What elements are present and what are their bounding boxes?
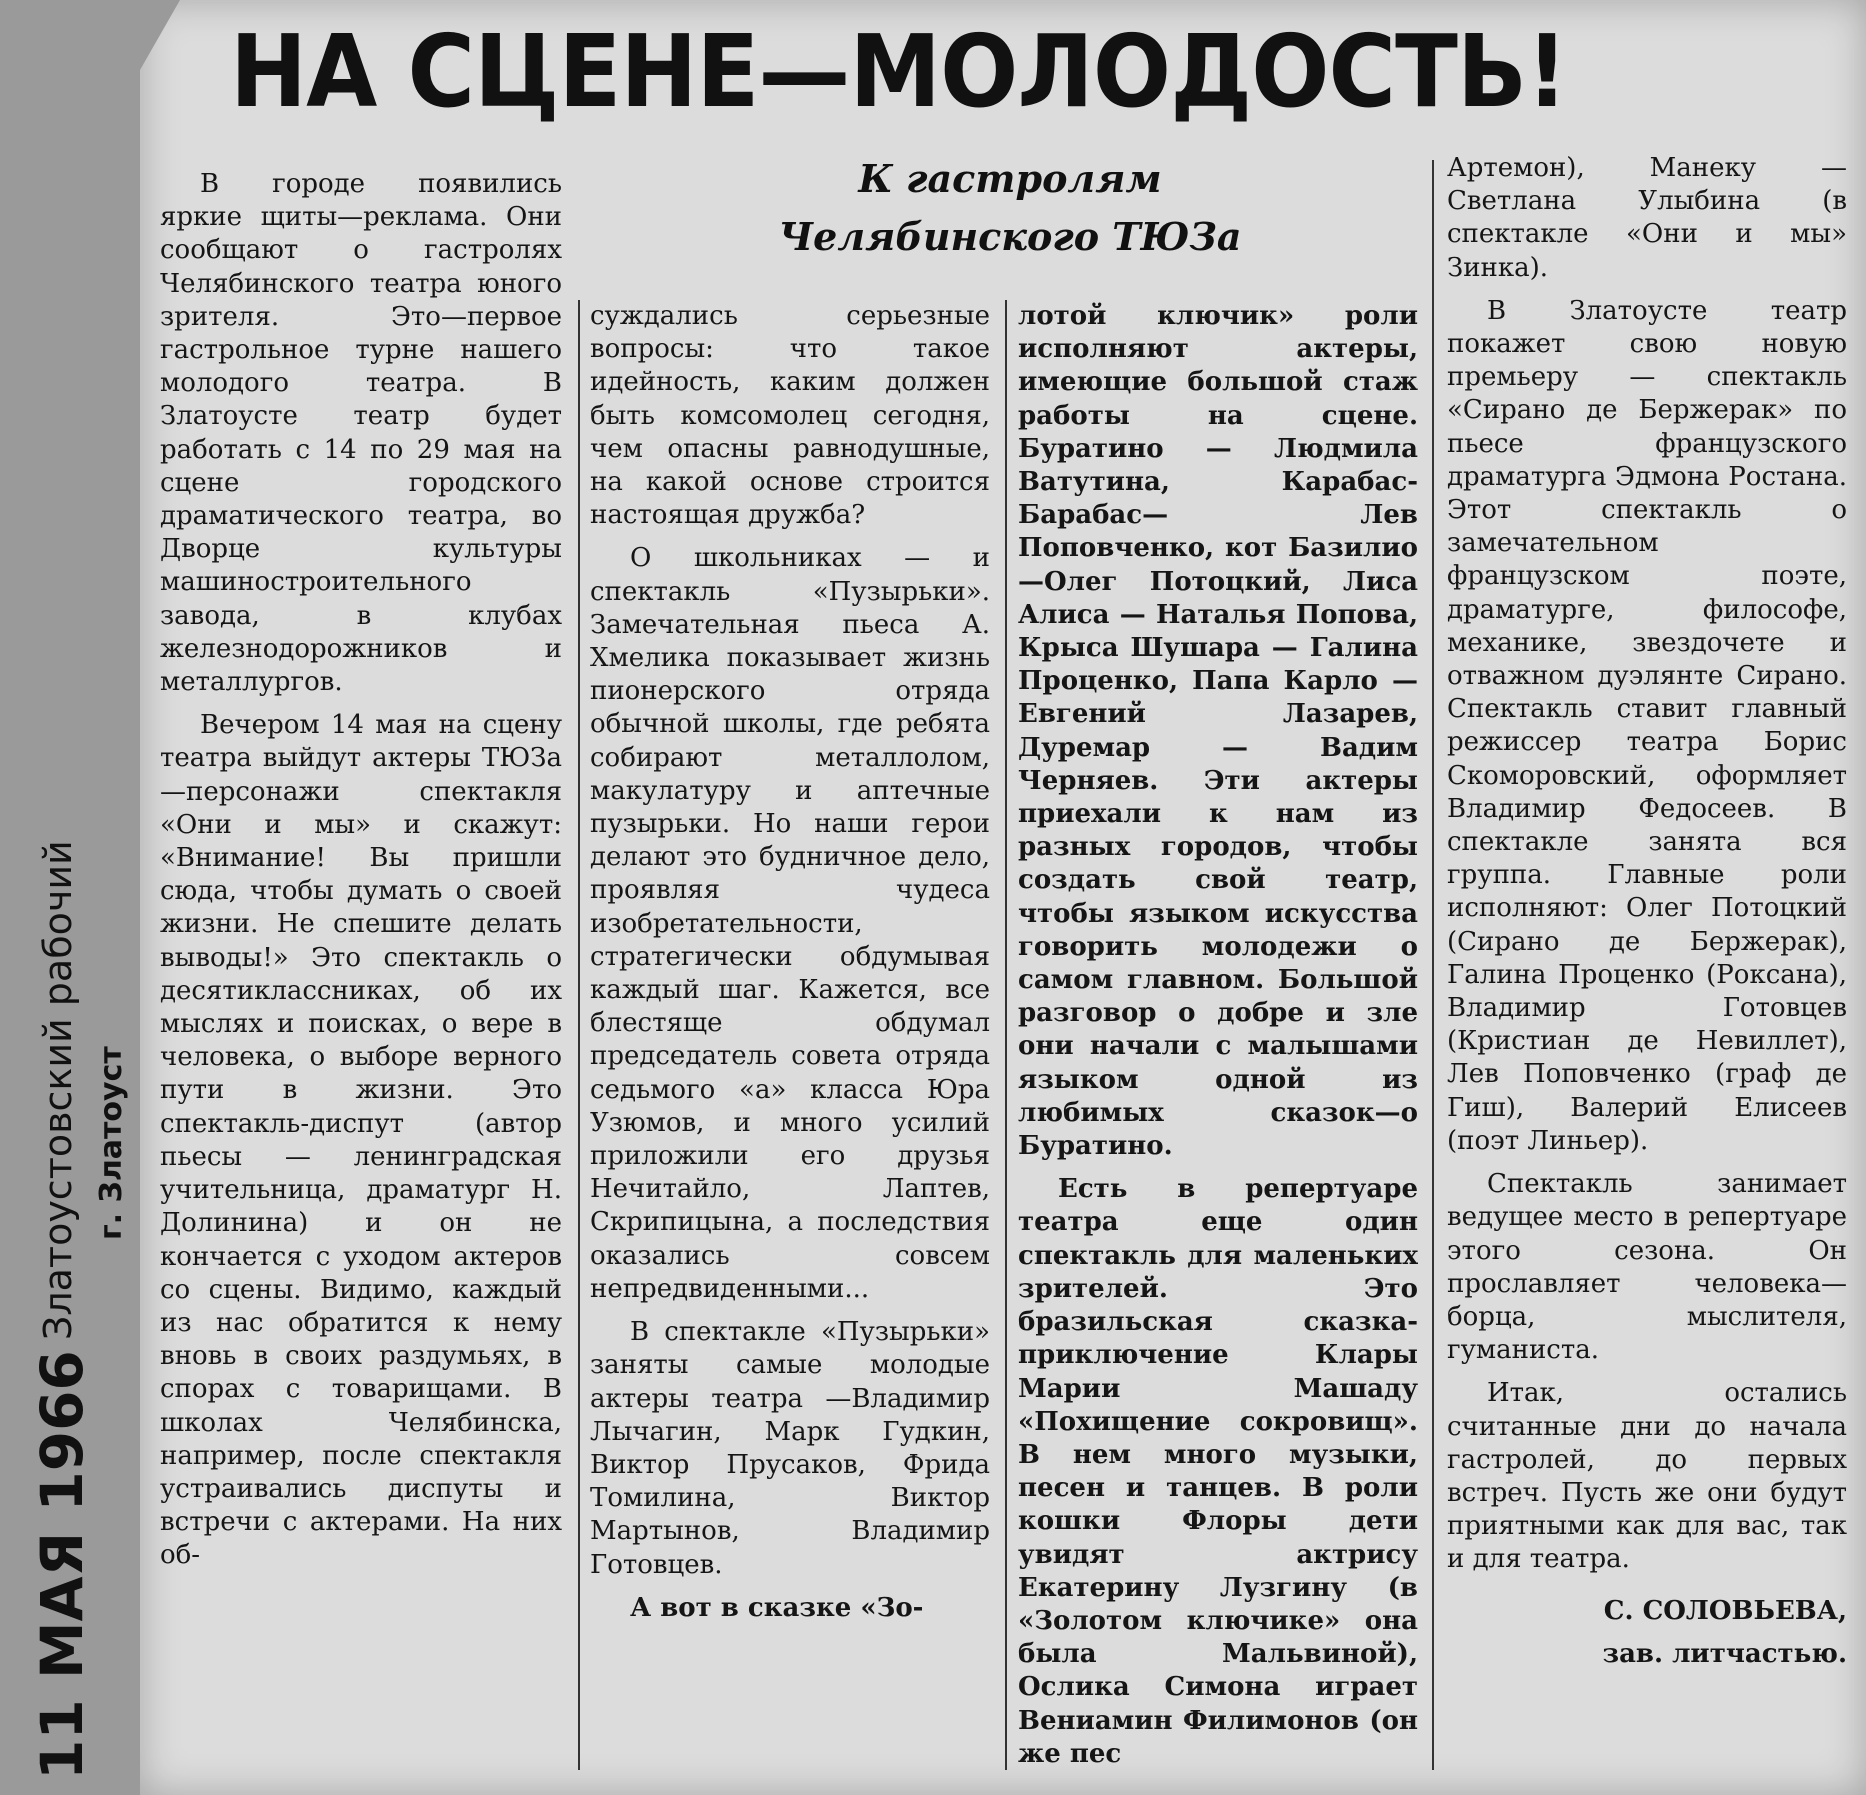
city-name: г. Златоуст — [94, 1046, 129, 1240]
paragraph: О школьниках — и спектакль «Пузырьки». Замечательная пьеса А. Хмелика показывает жизнь пионерского отряда обычной школы, где ребята собирают металлолом, макулатуру и аптечные пузырьки. Но наши герои делают это будничное дело, проявляя чудеса изобретательности, стратегически обдумывая каждый шаг. Кажется, все блестяще обдумал председатель совета отряда седьмого «а» класса Юра Узюмов, и много усилий приложили его друзья Нечитайло, Лаптев, Скрипицына, а последствия оказались совсем непредвиденными... — [590, 543, 990, 1304]
author-position: зав. литчастью. — [1602, 1638, 1847, 1669]
paragraph: В Златоусте театр покажет свою новую премьеру — спектакль «Сирано де Бержерак» по пьесе французского драматурга Эдмона Ростана. Этот спектакль о замечательном французском поэте, драматурге, философе, механике, звездочете и отважном дуэлянте Сирано. Спектакль ставит главный режиссер театра Борис Скоморовский, оформляет Владимир Федосеев. В спектакле занята вся группа. Главные роли исполняют: Олег Потоцкий (Сирано де Бержерак), Галина Проценко (Роксана), Владимир Готовцев (Кристиан де Невиллет), Лев Поповченко (граф де Гиш), Валерий Елисеев (поэт Линьер). — [1447, 295, 1847, 1156]
paragraph: Есть в репертуаре театра еще один спектакль для маленьких зрителей. Это бразильская сказка-приключение Клары Марии Машаду «Похищение сокровищ». В нем много музыки, песен и танцев. В роли кошки Флоры дети увидят актрису Екатерину Лузгину (в «Золотом ключике» она была Мальвиной), Ослика Симона играет Вениамин Филимонов (он же пес — [1018, 1174, 1418, 1769]
paragraph: Вечером 14 мая на сцену театра выйдут актеры ТЮЗа—персонажи спектакля «Они и мы» и скажут: «Внимание! Вы пришли сюда, чтобы думать о своей жизни. Не спешите делать выводы!» Это спектакль о десятиклассниках, об их мыслях и поисках, о вере в человека, о выборе верного пути в жизни. Это спектакль-диспут (автор пьесы — ленинградская учительница, драматург Н. Долинина) и он не кончается с уходом актеров со сцены. Видимо, каждый из нас обратится к нему вновь в своих раздумьях, в спорах с товарищами. В школах Челябинска, например, после спектакля устраивались диспуты и встречи с актерами. На них об- — [160, 710, 562, 1571]
paragraph: Итак, остались считанные дни до начала гастролей, до первых встреч. Пусть же они будут приятными как для вас, так и для театра. — [1447, 1378, 1847, 1575]
article-column-4 — [1447, 152, 1847, 1785]
subheading-line-2: Челябинского ТЮЗа — [778, 214, 1242, 259]
paragraph: Спектакль занимает ведущее место в репертуаре этого сезона. Он прославляет человека—борца, мыслителя, гуманиста. — [1447, 1169, 1847, 1366]
date-stamp: 11 МАЯ 1966 — [28, 1350, 96, 1780]
paragraph: А вот в сказке «Зо- — [630, 1592, 924, 1623]
paragraph: суждались серьезные вопросы: что такое идейность, каким должен быть комсомолец сегодня, чем опасны равнодушные, на какой основе строится настоящая дружба? — [590, 301, 990, 531]
article-column-1 — [160, 168, 562, 1783]
article-column-3 — [1018, 300, 1418, 1785]
paragraph: В городе появились яркие щиты—реклама. Они сообщают о гастролях Челябинского театра юного зрителя. Это—первое гастрольное турне нашего молодого театра. В Златоусте театр будет работать с 14 по 29 мая на сцене городского драматического театра, во Дворце культуры машиностроительного завода, в клубах железнодорожников и металлургов. — [160, 169, 562, 698]
paragraph: Артемон), Манеку — Светлана Улыбина (в спектакле «Они и мы» Зинка). — [1447, 153, 1847, 283]
article-column-2 — [590, 300, 990, 1785]
author-signature: С. СОЛОВЬЕВА, — [1603, 1595, 1847, 1626]
column-rule — [578, 300, 580, 1770]
headline: НА СЦЕНЕ—МОЛОДОСТЬ! — [230, 13, 1568, 130]
paragraph: В спектакле «Пузырьки» заняты самые молодые актеры театра —Владимир Лычагин, Марк Гудкин, Виктор Прусаков, Фрида Томилина, Виктор Мартынов, Владимир Готовцев. — [590, 1317, 990, 1580]
column-rule — [1432, 160, 1434, 1770]
subheading — [600, 150, 1420, 266]
side-label — [30, 680, 140, 1780]
column-rule — [1005, 300, 1007, 1770]
torn-corner — [140, 0, 180, 70]
newspaper-name: Златоустовский рабочий — [36, 840, 80, 1340]
subheading-line-1: К гастролям — [858, 156, 1162, 201]
paragraph: лотой ключик» роли исполняют актеры, имеющие большой стаж работы на сцене. Буратино — Людмила Ватутина, Карабас-Барабас— Лев Поповченко, кот Базилио—Олег Потоцкий, Лиса Алиса — Наталья Попова, Крыса Шушара — Галина Проценко, Папа Карло — Евгений Лазарев, Дуремар — Вадим Черняев. Эти актеры приехали к нам из разных городов, чтобы создать свой театр, чтобы языком искусства говорить молодежи о самом главном. Большой разговор о добре и зле они начали с малышами языком одной из любимых сказок—о Буратино. — [1018, 301, 1418, 1162]
